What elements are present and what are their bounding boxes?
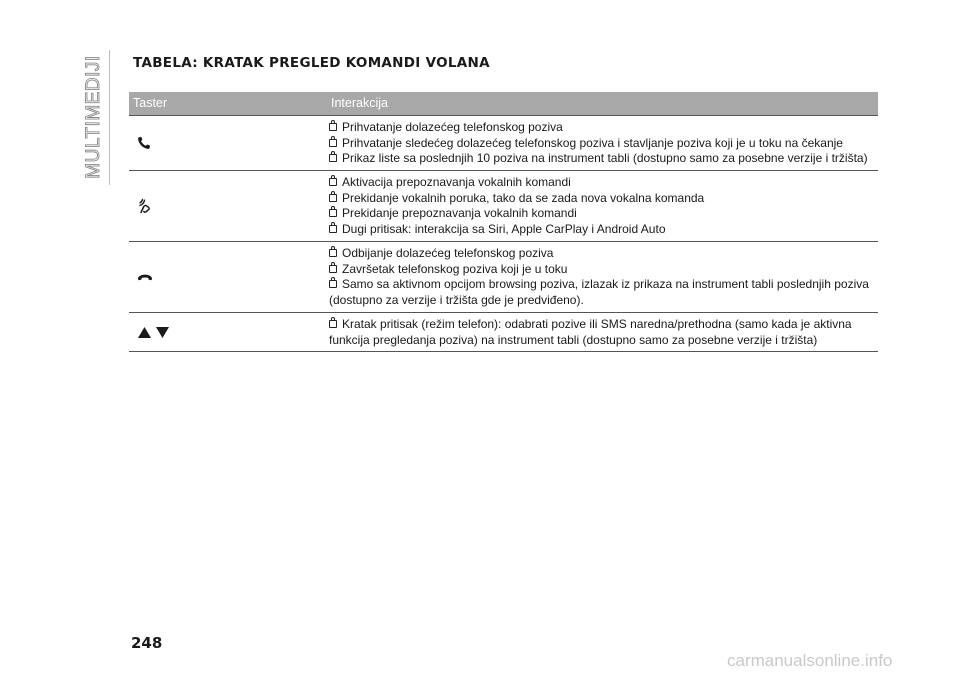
controls-table	[129, 92, 878, 352]
phone-hangup-icon	[137, 272, 153, 282]
bullet-icon	[329, 194, 337, 202]
list-item-continuation: funkcija pregledanja poziva) na instrument tabli (dostupno samo za posebne verzije i tržišta)	[329, 332, 818, 347]
page-number: 248	[131, 634, 163, 652]
bullet-icon	[329, 209, 337, 217]
table-row	[129, 242, 878, 313]
table-row	[129, 313, 878, 352]
list-item: Prihvatanje sledećeg dolazećeg telefonskog poziva i stavljanje poziva koji je u toku na čekanje	[329, 136, 878, 152]
section-tab	[84, 52, 104, 182]
phone-answer-icon	[137, 136, 151, 150]
list-item: Samo sa aktivnom opcijom browsing poziva, izlazak iz prikaza na instrument tabli poslednjih poziva	[329, 277, 878, 293]
up-down-arrows-icon	[137, 326, 171, 339]
list-item: Završetak telefonskog poziva koji je u toku	[329, 262, 878, 278]
list-item: Odbijanje dolazećeg telefonskog poziva	[329, 246, 878, 262]
list-item-continuation: (dostupno za verzije i tržišta gde je predviđeno).	[329, 292, 584, 307]
bullet-icon	[329, 265, 337, 273]
bullet-icon	[329, 154, 337, 162]
table-row	[129, 115, 878, 171]
header-taster: Taster	[133, 95, 168, 110]
bullet-icon	[329, 280, 337, 288]
watermark: carmanualsonline.info	[727, 651, 893, 670]
bullet-icon	[329, 320, 337, 328]
list-item: Prihvatanje dolazećeg telefonskog poziva	[329, 120, 878, 136]
bullet-icon	[329, 225, 337, 233]
table-header	[129, 92, 878, 115]
list-item: Kratak pritisak (režim telefon): odabrati pozive ili SMS naredna/prethodna (samo kada je aktivna	[329, 317, 878, 333]
list-item: Prikaz liste sa poslednjih 10 poziva na instrument tabli (dostupno samo za posebne verzije i tržišta)	[329, 151, 878, 167]
voice-command-icon	[137, 198, 151, 214]
list-item: Aktivacija prepoznavanja vokalnih komandi	[329, 175, 878, 191]
table-row	[129, 171, 878, 242]
bullet-icon	[329, 178, 337, 186]
page-title: TABELA: KRATAK PREGLED KOMANDI VOLANA	[133, 55, 490, 71]
list-item: Dugi pritisak: interakcija sa Siri, Apple CarPlay i Android Auto	[329, 222, 878, 238]
bullet-icon	[329, 139, 337, 147]
header-interakcija: Interakcija	[331, 95, 388, 110]
list-item: Prekidanje prepoznavanja vokalnih komandi	[329, 206, 878, 222]
list-item: Prekidanje vokalnih poruka, tako da se zada nova vokalna komanda	[329, 191, 878, 207]
section-divider	[109, 50, 110, 185]
section-label: MULTIMEDIJI	[83, 55, 104, 179]
bullet-icon	[329, 249, 337, 257]
bullet-icon	[329, 123, 337, 131]
